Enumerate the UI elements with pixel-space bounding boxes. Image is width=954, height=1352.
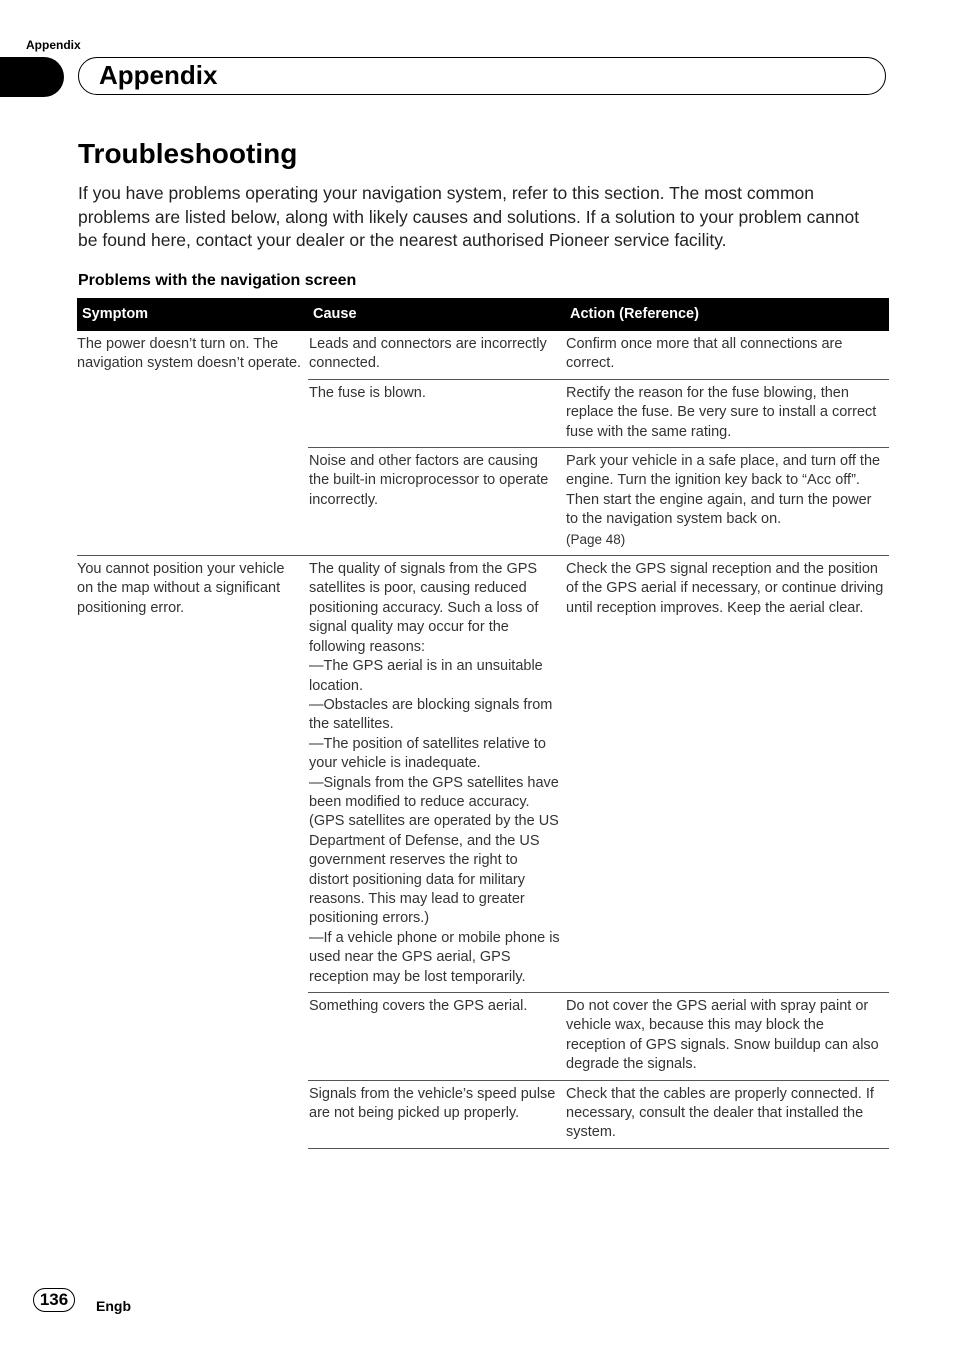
column-header-action: Action (Reference)	[565, 298, 889, 331]
action-cell: Do not cover the GPS aerial with spray paint or vehicle wax, because this may block the reception of GPS signals. Snow buildup can also degrade the signals.	[565, 993, 889, 1081]
cause-list-item: —If a vehicle phone or mobile phone is used near the GPS aerial, GPS reception may be lost temporarily.	[309, 929, 560, 985]
cause-cell: Noise and other factors are causing the built-in microprocessor to operate incorrectly.	[308, 448, 565, 556]
symptom-cell: The power doesn’t turn on. The navigation system doesn’t operate.	[77, 336, 302, 372]
column-header-symptom: Symptom	[77, 298, 308, 331]
section-header-bar	[78, 57, 886, 95]
table-row	[77, 331, 889, 379]
section-tab-marker	[0, 57, 64, 97]
page-number-badge: 136	[33, 1288, 75, 1312]
page-title: Troubleshooting	[78, 138, 298, 169]
troubleshooting-table	[77, 298, 889, 1149]
section-title: Appendix	[99, 60, 218, 90]
table-row	[77, 556, 889, 993]
action-cell: Check the GPS signal reception and the position of the GPS aerial if necessary, or continue driving until reception improves. Keep the aerial clear.	[565, 556, 889, 993]
action-text: Park your vehicle in a safe place, and turn off the engine. Turn the ignition key back to “Acc off”. Then start the engine again, and turn the power to the navigation system back on.	[566, 453, 881, 528]
page-reference: (Page 48)	[566, 531, 626, 547]
cause-list-item: —Signals from the GPS satellites have been modified to reduce accuracy. (GPS satellites are operated by the US Department of Defense, and the US government reserves the right to distort positioning data for military reasons. This may lead to greater positioning errors.)	[309, 774, 559, 927]
intro-paragraph: If you have problems operating your navigation system, refer to this section. The most common problems are listed below, along with likely causes and solutions. If a solution to your problem cannot be found here, contact your dealer or the nearest authorised Pioneer service facility.	[78, 183, 860, 250]
action-cell	[565, 448, 889, 556]
cause-cell: Leads and connectors are incorrectly connected.	[309, 336, 547, 372]
column-header-cause: Cause	[308, 298, 565, 331]
action-cell: Confirm once more that all connections are correct.	[566, 336, 843, 372]
action-cell: Check that the cables are properly connected. If necessary, consult the dealer that installed the system.	[565, 1080, 889, 1148]
cause-list-item: —The position of satellites relative to your vehicle is inadequate.	[309, 735, 546, 772]
cause-cell: Something covers the GPS aerial.	[308, 993, 565, 1081]
cause-list-item: —The GPS aerial is in an unsuitable location.	[309, 658, 543, 694]
table-header-row	[77, 298, 889, 331]
cause-cell: The fuse is blown.	[308, 379, 565, 447]
cause-text: The quality of signals from the GPS satellites is poor, causing reduced positioning accuracy. Such a loss of signal quality may occur for the following reasons:	[309, 561, 539, 655]
action-cell: Rectify the reason for the fuse blowing, then replace the fuse. Be very sure to install a correct fuse with the same rating.	[565, 379, 889, 447]
cause-cell	[308, 556, 565, 993]
table-subheading: Problems with the navigation screen	[78, 272, 357, 289]
cause-cell: Signals from the vehicle’s speed pulse are not being picked up properly.	[308, 1080, 565, 1148]
symptom-cell: You cannot position your vehicle on the map without a significant positioning error.	[77, 556, 308, 1149]
cause-list-item: —Obstacles are blocking signals from the satellites.	[309, 696, 553, 733]
running-head: Appendix	[26, 38, 81, 52]
language-code: Engb	[96, 1298, 131, 1314]
